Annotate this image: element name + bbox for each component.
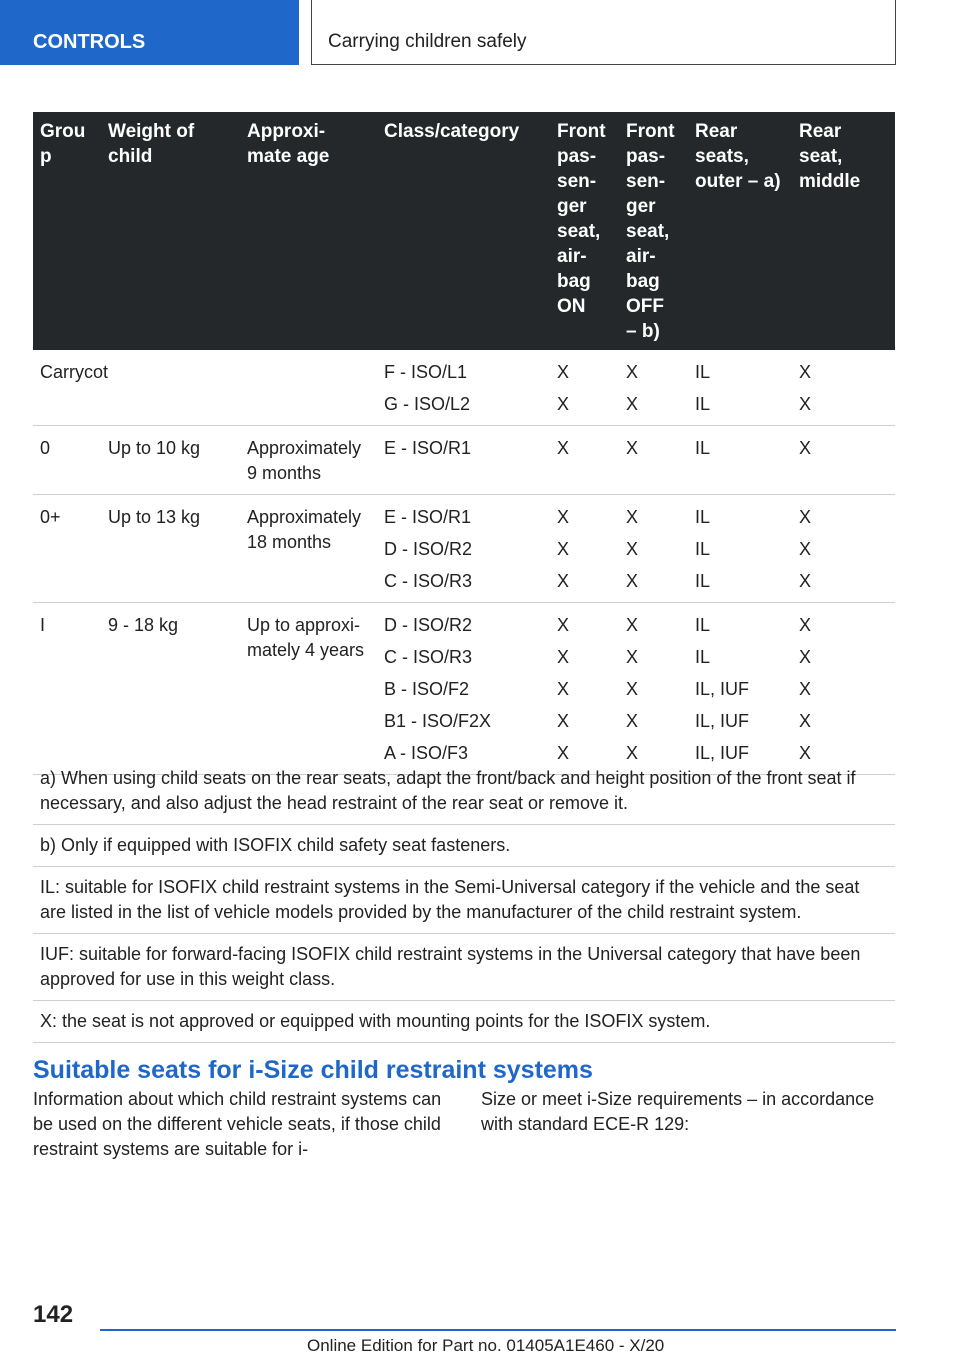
- cell-text: IL: [695, 647, 711, 667]
- table-body: [33, 350, 895, 775]
- cell-text: Approximately: [247, 507, 362, 527]
- table-cell: [101, 426, 240, 495]
- cell-text: X: [557, 394, 570, 414]
- header-text: ger: [626, 196, 656, 217]
- table-cell: [792, 603, 895, 775]
- table-cell: [377, 495, 550, 603]
- cell-text: IL: [695, 438, 711, 458]
- footnotes-table: [33, 758, 895, 1043]
- cell-text: X: [557, 743, 570, 763]
- cell-text: B1 - ISO/F2X: [384, 711, 492, 731]
- footnote-row: [33, 758, 895, 825]
- cell-text: Carrycot: [40, 362, 109, 382]
- cell-text: E - ISO/R1: [384, 507, 472, 527]
- cell-text: X: [799, 711, 812, 731]
- header-text: Weight of: [108, 121, 195, 142]
- cell-text: X: [626, 507, 639, 527]
- table-row: [33, 603, 895, 775]
- footnote-row: [33, 825, 895, 867]
- header-text: bag: [557, 271, 591, 292]
- table-cell: [550, 426, 619, 495]
- header-text: seat,: [626, 221, 670, 242]
- table-cell: [792, 426, 895, 495]
- table-cell: [619, 426, 688, 495]
- body-text-col1: Information about which child restraint systems can be used on the different vehicle seats, if those child restraint systems are suitable for i-: [33, 1089, 442, 1159]
- header-text: mate age: [247, 146, 330, 167]
- column-header: [688, 112, 792, 350]
- cell-text: X: [799, 743, 812, 763]
- cell-text: X: [626, 647, 639, 667]
- table-cell: [101, 495, 240, 603]
- cell-text: X: [626, 679, 639, 699]
- header-text: Rear: [695, 121, 738, 142]
- page-topic: Carrying children safely: [311, 0, 896, 65]
- column-header: [101, 112, 240, 350]
- column-header: [792, 112, 895, 350]
- table-cell: [377, 426, 550, 495]
- header-text: OFF: [626, 296, 664, 317]
- table-cell: [619, 495, 688, 603]
- table-cell: [619, 350, 688, 426]
- header-text: ON: [557, 296, 586, 317]
- header-text: seat,: [557, 221, 601, 242]
- cell-text: IL, IUF: [695, 679, 750, 699]
- column-header: [33, 112, 101, 350]
- cell-text: IL: [695, 394, 711, 414]
- header-text: p: [40, 146, 52, 167]
- table-row: [33, 495, 895, 603]
- cell-text: X: [626, 539, 639, 559]
- cell-text: I: [40, 615, 46, 635]
- table-cell: [240, 495, 377, 603]
- cell-text: IL: [695, 507, 711, 527]
- cell-text: X: [557, 647, 570, 667]
- header-text: sen-: [557, 171, 597, 192]
- header-text: Class/category: [384, 121, 520, 142]
- table-cell: [688, 426, 792, 495]
- cell-text: X: [799, 438, 812, 458]
- footnote-text: IL: suitable for ISOFIX child restraint systems in the Semi-Universal category if the vehicle and the seat are listed in the list of vehicle models provided by the manufacturer of the child restraint system.: [33, 867, 895, 934]
- cell-text: X: [557, 615, 570, 635]
- table-cell: [688, 603, 792, 775]
- header-text: ger: [557, 196, 587, 217]
- table-cell: [550, 350, 619, 426]
- column-header: [550, 112, 619, 350]
- table-cell: [688, 350, 792, 426]
- header-text: outer – a): [695, 171, 781, 192]
- column-header: [240, 112, 377, 350]
- cell-text: A - ISO/F3: [384, 743, 469, 763]
- column-header: [619, 112, 688, 350]
- header-text: Front: [626, 121, 675, 142]
- table-cell: [33, 350, 377, 426]
- table-cell: [792, 350, 895, 426]
- table-cell: [33, 603, 101, 775]
- cell-text: D - ISO/R2: [384, 539, 473, 559]
- cell-text: Up to approxi-: [247, 615, 361, 635]
- cell-text: C - ISO/R3: [384, 571, 473, 591]
- footnote-text: IUF: suitable for forward-facing ISOFIX child restraint systems in the Universal category that have been approved for use in this weight class.: [33, 934, 895, 1001]
- table-row: [33, 426, 895, 495]
- table-cell: [33, 426, 101, 495]
- cell-text: X: [799, 571, 812, 591]
- cell-text: X: [799, 507, 812, 527]
- header-text: Grou: [40, 121, 86, 142]
- cell-text: F - ISO/L1: [384, 362, 468, 382]
- cell-text: 18 months: [247, 532, 332, 552]
- table-cell: [550, 603, 619, 775]
- header-text: Rear: [799, 121, 842, 142]
- cell-text: X: [557, 507, 570, 527]
- cell-text: Up to 13 kg: [108, 507, 201, 527]
- table-cell: [101, 603, 240, 775]
- cell-text: 0+: [40, 507, 61, 527]
- header-text: air-: [626, 246, 656, 267]
- table-cell: [377, 350, 550, 426]
- footnote-row: [33, 1001, 895, 1043]
- cell-text: X: [799, 679, 812, 699]
- header-text: child: [108, 146, 153, 167]
- cell-text: X: [557, 571, 570, 591]
- cell-text: IL, IUF: [695, 711, 750, 731]
- cell-text: X: [557, 711, 570, 731]
- cell-text: X: [799, 362, 812, 382]
- table-cell: [688, 495, 792, 603]
- footnote-row: [33, 934, 895, 1001]
- table-cell: [240, 426, 377, 495]
- cell-text: 0: [40, 438, 51, 458]
- footnote-row: [33, 867, 895, 934]
- header-text: sen-: [626, 171, 666, 192]
- cell-text: X: [557, 679, 570, 699]
- cell-text: X: [626, 743, 639, 763]
- cell-text: X: [626, 394, 639, 414]
- header-text: – b): [626, 321, 660, 342]
- header-text: seats,: [695, 146, 749, 167]
- cell-text: X: [799, 615, 812, 635]
- cell-text: IL, IUF: [695, 743, 750, 763]
- cell-text: Approximately: [247, 438, 362, 458]
- cell-text: B - ISO/F2: [384, 679, 470, 699]
- cell-text: X: [557, 438, 570, 458]
- cell-text: 9 - 18 kg: [108, 615, 179, 635]
- footer-divider: [100, 1329, 896, 1331]
- cell-text: mately 4 years: [247, 640, 365, 660]
- cell-text: IL: [695, 539, 711, 559]
- column-header: [377, 112, 550, 350]
- cell-text: 9 months: [247, 463, 322, 483]
- cell-text: X: [626, 362, 639, 382]
- table-row: [33, 350, 895, 426]
- table-cell: [33, 495, 101, 603]
- section-heading: Suitable seats for i‑Size child restraint systems: [33, 1056, 593, 1084]
- cell-text: X: [626, 711, 639, 731]
- footnote-text: b) Only if equipped with ISOFIX child safety seat fasteners.: [33, 825, 895, 867]
- cell-text: X: [799, 539, 812, 559]
- cell-text: X: [557, 539, 570, 559]
- footnote-text: X: the seat is not approved or equipped with mounting points for the ISOFIX system.: [33, 1001, 895, 1043]
- header-text: Approxi-: [247, 121, 326, 142]
- cell-text: X: [626, 571, 639, 591]
- cell-text: D - ISO/R2: [384, 615, 473, 635]
- cell-text: C - ISO/R3: [384, 647, 473, 667]
- table-header-row: [33, 112, 895, 350]
- header-text: bag: [626, 271, 660, 292]
- cell-text: X: [799, 647, 812, 667]
- header-text: Front: [557, 121, 606, 142]
- header-text: pas-: [557, 146, 597, 167]
- cell-text: X: [626, 438, 639, 458]
- table-cell: [550, 495, 619, 603]
- page-number: 142: [33, 1301, 74, 1328]
- table-cell: [619, 603, 688, 775]
- cell-text: IL: [695, 362, 711, 382]
- footnote-text: a) When using child seats on the rear seats, adapt the front/back and height position of the front seat if necessary, and also adjust the head restraint of the rear seat or remove it.: [33, 758, 895, 825]
- cell-text: IL: [695, 571, 711, 591]
- table-cell: [792, 495, 895, 603]
- isofix-table: [33, 112, 895, 775]
- cell-text: X: [626, 615, 639, 635]
- table-cell: [377, 603, 550, 775]
- cell-text: E - ISO/R1: [384, 438, 472, 458]
- header-text: middle: [799, 171, 861, 192]
- cell-text: Up to 10 kg: [108, 438, 201, 458]
- header-text: seat,: [799, 146, 843, 167]
- cell-text: X: [799, 394, 812, 414]
- header-text: pas-: [626, 146, 666, 167]
- footer-edition: Online Edition for Part no. 01405A1E460 - X/20: [307, 1336, 665, 1355]
- cell-text: G - ISO/L2: [384, 394, 471, 414]
- table-cell: [240, 603, 377, 775]
- cell-text: X: [557, 362, 570, 382]
- section-tab: CONTROLS: [0, 0, 299, 65]
- cell-text: IL: [695, 615, 711, 635]
- body-text-col2: Size or meet i-Size requirements – in accordance with standard ECE-R 129:: [481, 1089, 875, 1134]
- header-text: air-: [557, 246, 587, 267]
